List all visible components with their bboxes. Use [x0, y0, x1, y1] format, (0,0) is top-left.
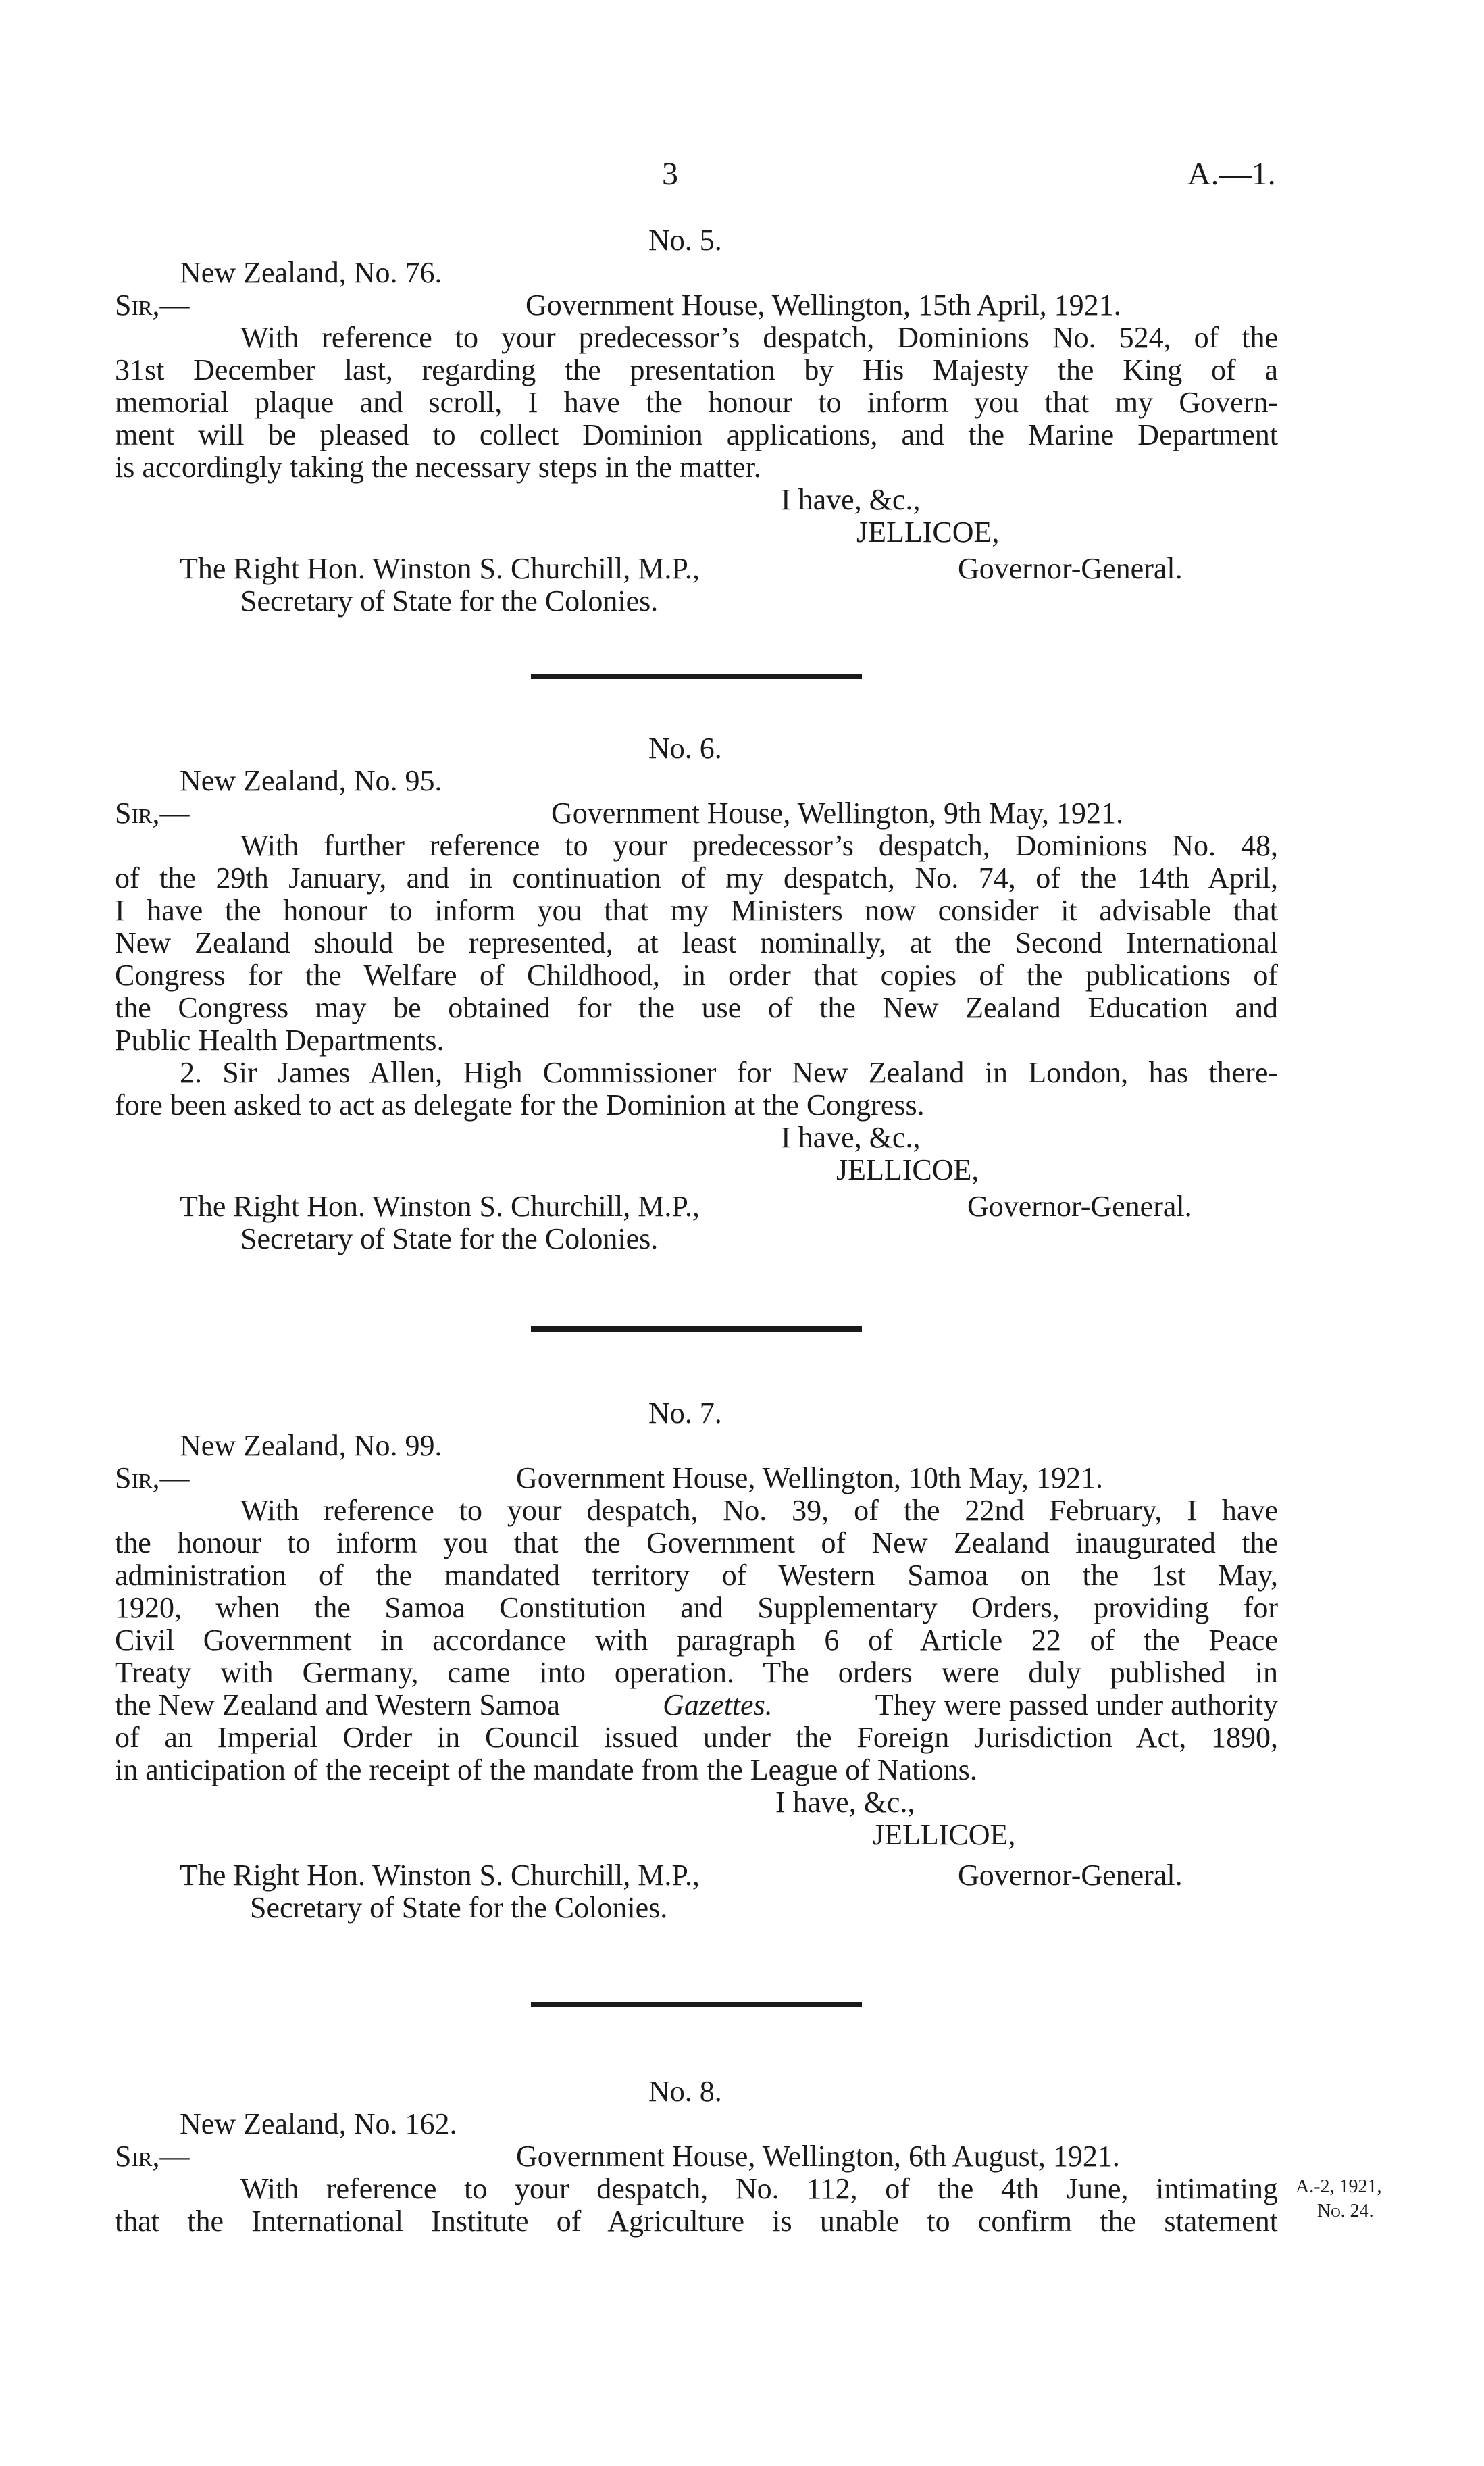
- body-line: of an Imperial Order in Council issued under the Foreign Jurisdiction Act, 1890,: [115, 1721, 1278, 1754]
- section-divider: [531, 2002, 862, 2007]
- body-line: [115, 1688, 1278, 1723]
- body-line: is accordingly taking the necessary steps in the matter.: [115, 451, 761, 484]
- place-date: Government House, Wellington, 10th May, 1921.: [516, 1461, 1104, 1494]
- salutation: Sir,—: [115, 2140, 190, 2173]
- salutation: Sir,—: [115, 288, 190, 322]
- margin-note-number: No. 24.: [1317, 2200, 1374, 2221]
- body-line: With reference to your despatch, No. 39, of the 22nd February, I have: [240, 1494, 1278, 1527]
- signatory-title: Governor-General.: [958, 1859, 1183, 1892]
- body-line: of the 29th January, and in continuation of my despatch, No. 74, of the 14th April,: [115, 861, 1278, 895]
- letter-number: No. 6.: [648, 732, 722, 765]
- letter-reference: New Zealand, No. 162.: [180, 2107, 457, 2140]
- recipient: The Right Hon. Winston S. Churchill, M.P.,: [180, 1859, 700, 1892]
- body-line: With further reference to your predecessor’s despatch, Dominions No. 48,: [240, 829, 1278, 862]
- body-line: administration of the mandated territory of Western Samoa on the 1st May,: [115, 1559, 1278, 1592]
- body-line: ment will be pleased to collect Dominion applications, and the Marine Department: [115, 418, 1278, 451]
- body-line: I have the honour to inform you that my Ministers now consider it advisable that: [115, 894, 1278, 927]
- letter-reference: New Zealand, No. 95.: [180, 764, 442, 797]
- letter-reference: New Zealand, No. 99.: [180, 1429, 442, 1462]
- body-line-part: the New Zealand and Western Samoa: [115, 1688, 561, 1721]
- letter-number: No. 5.: [648, 224, 722, 257]
- closing: I have, &c.,: [775, 1786, 915, 1819]
- signatory: JELLICOE,: [873, 1818, 1016, 1851]
- recipient-title: Secretary of State for the Colonies.: [240, 584, 659, 618]
- body-line: memorial plaque and scroll, I have the honour to inform you that my Govern-: [115, 386, 1278, 419]
- body-line: New Zealand should be represented, at least nominally, at the Second International: [115, 926, 1278, 959]
- letter-number: No. 8.: [648, 2075, 722, 2108]
- page-number: 3: [662, 156, 678, 192]
- signatory-title: Governor-General.: [967, 1190, 1192, 1223]
- place-date: Government House, Wellington, 6th August, 1921.: [516, 2140, 1120, 2173]
- closing: I have, &c.,: [781, 1121, 921, 1154]
- body-line: 2. Sir James Allen, High Commissioner for New Zealand in London, has there-: [180, 1056, 1278, 1089]
- closing: I have, &c.,: [781, 483, 921, 516]
- document-reference: A.—1.: [1187, 156, 1276, 192]
- section-divider: [531, 674, 862, 679]
- recipient: The Right Hon. Winston S. Churchill, M.P.,: [180, 552, 700, 585]
- salutation: Sir,—: [115, 797, 190, 830]
- place-date: Government House, Wellington, 9th May, 1921.: [551, 797, 1124, 830]
- letter-number: No. 7.: [648, 1396, 722, 1430]
- body-line: in anticipation of the receipt of the mandate from the League of Nations.: [115, 1753, 977, 1786]
- body-line: Civil Government in accordance with paragraph 6 of Article 22 of the Peace: [115, 1624, 1278, 1657]
- margin-note-ref: A.-2, 1921,: [1296, 2176, 1382, 2197]
- letter-reference: New Zealand, No. 76.: [180, 256, 442, 289]
- body-line: With reference to your despatch, No. 112, of the 4th June, intimating: [240, 2172, 1278, 2205]
- italic-term: Gazettes.: [663, 1688, 773, 1721]
- body-line-part: They were passed under authority: [875, 1688, 1278, 1721]
- body-line: the honour to inform you that the Government of New Zealand inaugurated the: [115, 1526, 1278, 1559]
- section-divider: [531, 1326, 862, 1332]
- body-line: With reference to your predecessor’s despatch, Dominions No. 524, of the: [240, 321, 1278, 354]
- signatory: JELLICOE,: [836, 1153, 979, 1186]
- body-line: Treaty with Germany, came into operation. The orders were duly published in: [115, 1656, 1278, 1689]
- body-line: 31st December last, regarding the presentation by His Majesty the King of a: [115, 353, 1278, 386]
- place-date: Government House, Wellington, 15th April, 1921.: [526, 288, 1121, 322]
- body-line: the Congress may be obtained for the use of the New Zealand Education and: [115, 991, 1278, 1024]
- recipient-title: Secretary of State for the Colonies.: [240, 1222, 659, 1255]
- salutation: Sir,—: [115, 1461, 190, 1494]
- signatory: JELLICOE,: [856, 515, 1000, 549]
- recipient-title: Secretary of State for the Colonies.: [250, 1891, 668, 1924]
- recipient: The Right Hon. Winston S. Churchill, M.P.,: [180, 1190, 700, 1223]
- body-line: Congress for the Welfare of Childhood, in order that copies of the publications of: [115, 959, 1278, 992]
- body-line: Public Health Departments.: [115, 1024, 444, 1057]
- body-line: fore been asked to act as delegate for the Dominion at the Congress.: [115, 1088, 925, 1122]
- body-line: 1920, when the Samoa Constitution and Supplementary Orders, providing for: [115, 1591, 1278, 1624]
- signatory-title: Governor-General.: [958, 552, 1183, 585]
- body-line: that the International Institute of Agriculture is unable to confirm the statement: [115, 2205, 1278, 2238]
